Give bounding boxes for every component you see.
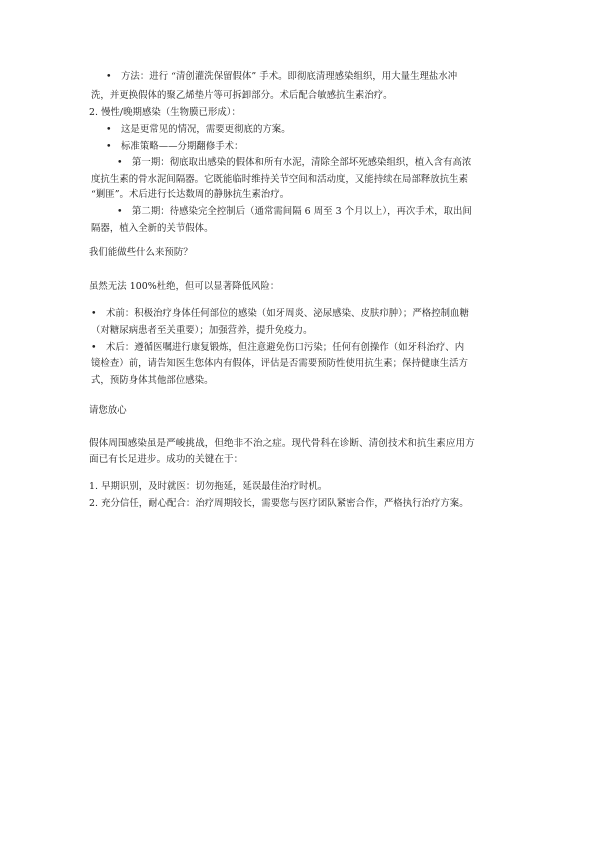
postop-line-2: 镜检查）前，请告知医生您体内有假体，评估是否需要预防性使用抗生素；保持健康生活方 xyxy=(91,358,469,369)
preop-line-1: • 术前：积极治疗身体任何部位的感染（如牙周炎、泌尿感染、皮肤疖肿）；严格控制血糖 xyxy=(91,308,469,319)
postop-line-3: 式，预防身体其他部位感染。 xyxy=(91,375,214,386)
key-point-1: 1. 早期识别，及时就医：切勿拖延，延误最佳治疗时机。 xyxy=(89,481,328,492)
key-point-2: 2. 充分信任，耐心配合：治疗周期较长，需要您与医疗团队紧密合作，严格执行治疗方案。 xyxy=(89,498,469,509)
preop-line-2: （对糖尿病患者至关重要）；加强营养，提升免疫力。 xyxy=(91,325,313,336)
chronic-common-bullet: • 这是更常见的情况，需要更彻底的方案。 xyxy=(106,124,291,135)
stage2-line-1: • 第二期：待感染完全控制后（通常需间隔 6 周至 3 个月以上），再次手术，取出间 xyxy=(117,206,472,217)
chronic-strategy-bullet: • 标准策略——分期翻修手术： xyxy=(106,141,244,152)
acute-method-line-2: 洗，并更换假体的聚乙烯垫片等可拆卸部分。术后配合敏感抗生素治疗。 xyxy=(91,90,393,101)
acute-method-line-1: • 方法：进行 “清创灌洗保留假体” 手术。即彻底清理感染组织，用大量生理盐水冲 xyxy=(106,71,458,82)
stage1-line-2: 度抗生素的骨水泥间隔器。它既能临时维持关节空间和活动度，又能持续在局部释放抗生素 xyxy=(91,174,469,185)
chronic-infection-heading: 2. 慢性/晚期感染（生物膜已形成）： xyxy=(89,107,241,118)
stage1-line-3: “剿匪”。术后进行长达数周的静脉抗生素治疗。 xyxy=(91,189,290,200)
stage2-line-2: 隔器，植入全新的关节假体。 xyxy=(91,223,214,234)
prevention-intro: 虽然无法 100%杜绝，但可以显著降低风险： xyxy=(89,281,280,292)
postop-line-1: • 术后：遵循医嘱进行康复锻炼，但注意避免伤口污染；任何有创操作（如牙科治疗、内 xyxy=(91,342,465,353)
prevention-question: 我们能做些什么来预防？ xyxy=(89,247,193,258)
stage1-line-1: • 第一期：彻底取出感染的假体和所有水泥，清除全部坏死感染组织，植入含有高浓 xyxy=(117,157,472,168)
reassurance-para-line-1: 假体周围感染虽是严峻挑战，但绝非不治之症。现代骨科在诊断、清创技术和抗生素应用方 xyxy=(89,438,475,449)
reassurance-heading: 请您放心 xyxy=(89,405,127,416)
reassurance-para-line-2: 面已有长足进步。成功的关键在于： xyxy=(89,454,244,465)
